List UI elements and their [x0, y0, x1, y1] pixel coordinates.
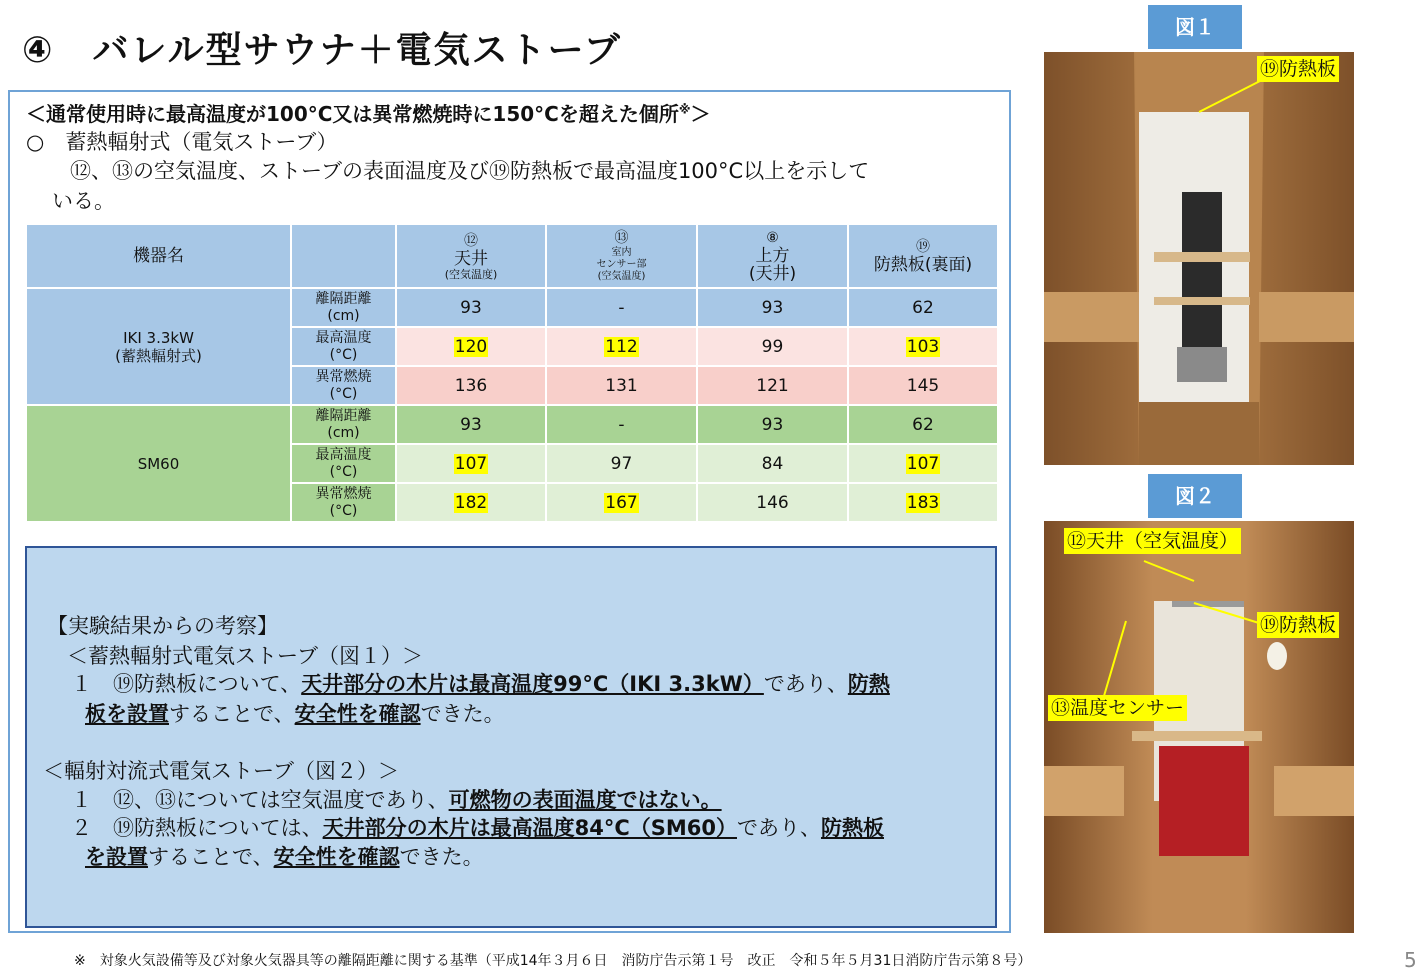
figure-2-label: 図２	[1148, 474, 1242, 518]
table-row	[26, 405, 998, 444]
table-cell: 93	[697, 288, 848, 327]
temperature-table	[25, 223, 999, 523]
row-label: 最高温度 (°C)	[291, 444, 396, 483]
figure-1-photo	[1044, 52, 1354, 465]
device-sm60: SM60	[26, 405, 291, 522]
table-cell: 131	[546, 366, 697, 405]
row-label: 異常燃焼 (°C)	[291, 366, 396, 405]
findings-section-2: ＜輻射対流式電気ストーブ（図２）＞	[43, 759, 399, 783]
callout-heat-shield: ⑲防熱板	[1257, 56, 1339, 82]
description	[52, 156, 992, 216]
header-col-heat-shield: ⑲ 防熱板(裏面)	[848, 224, 998, 288]
row-label: 離隔距離 (cm)	[291, 288, 396, 327]
table-cell: 121	[697, 366, 848, 405]
finding-3: ２ ⑲防熱板については、天井部分の木片は最高温度84°C（SM60）であり、防熱板	[71, 816, 884, 840]
table-cell: 183	[848, 483, 998, 522]
table-cell: 107	[396, 444, 546, 483]
table-cell: 112	[546, 327, 697, 366]
figure-1-label: 図１	[1148, 5, 1242, 49]
table-header-row	[26, 224, 998, 288]
callout-temp-sensor: ⑬温度センサー	[1048, 695, 1187, 721]
header-device: 機器名	[26, 224, 291, 288]
table-cell: -	[546, 288, 697, 327]
finding-2: １ ⑫、⑬については空気温度であり、可燃物の表面温度ではない。	[71, 788, 722, 812]
table-cell: 97	[546, 444, 697, 483]
table-cell: 136	[396, 366, 546, 405]
table-cell: 146	[697, 483, 848, 522]
callout-heat-shield-2: ⑲防熱板	[1257, 612, 1339, 638]
header-col-above: ⑧ 上方 (天井)	[697, 224, 848, 288]
header-blank	[291, 224, 396, 288]
table-cell: 145	[848, 366, 998, 405]
findings-title: 【実験結果からの考察】	[47, 614, 278, 638]
footnote: ※ 対象火気設備等及び対象火気器具等の離隔距離に関する基準（平成14年３月６日 消防庁告示第１号 改正 令和５年５月31日消防庁告示第８号）	[74, 953, 1032, 969]
row-label: 最高温度 (°C)	[291, 327, 396, 366]
description-line-1: ⑫、⑬の空気温度、ストーブの表面温度及び⑲防熱板で最高温度100°C以上を示して	[70, 159, 870, 183]
table-cell: 120	[396, 327, 546, 366]
table-row	[26, 288, 998, 327]
table-cell: 99	[697, 327, 848, 366]
table-cell: 167	[546, 483, 697, 522]
device-iki: IKI 3.3kW (蓄熱輻射式)	[26, 288, 291, 405]
figure-2-photo	[1044, 521, 1354, 933]
table-cell: 107	[848, 444, 998, 483]
table-cell: 103	[848, 327, 998, 366]
section-heading: ＜通常使用時に最高温度が100°C又は異常燃焼時に150°Cを超えた個所※＞	[26, 102, 711, 126]
finding-1-cont: 板を設置することで、安全性を確認できた。	[85, 702, 505, 726]
table-cell: 93	[396, 288, 546, 327]
row-label: 異常燃焼 (°C)	[291, 483, 396, 522]
table-cell: -	[546, 405, 697, 444]
table-cell: 182	[396, 483, 546, 522]
table-cell: 62	[848, 288, 998, 327]
table-cell: 62	[848, 405, 998, 444]
table-cell: 84	[697, 444, 848, 483]
header-col-sensor: ⑬ 室内 センサー部 (空気温度)	[546, 224, 697, 288]
finding-1: １ ⑲防熱板について、天井部分の木片は最高温度99°C（IKI 3.3kW）であり、防熱	[71, 672, 890, 696]
header-col-ceiling: ⑫ 天井 (空気温度)	[396, 224, 546, 288]
findings-box	[25, 546, 997, 928]
description-line-2: いる。	[52, 189, 115, 213]
table-cell: 93	[396, 405, 546, 444]
page-number: 5	[1404, 948, 1417, 972]
callout-ceiling: ⑫天井（空気温度）	[1064, 528, 1241, 554]
finding-3-cont: を設置することで、安全性を確認できた。	[85, 845, 484, 869]
row-label: 離隔距離 (cm)	[291, 405, 396, 444]
page-title: ④ バレル型サウナ＋電気ストーブ	[22, 30, 622, 71]
findings-section-1: ＜蓄熱輻射式電気ストーブ（図１）＞	[67, 644, 423, 668]
subheading: ○ 蓄熱輻射式（電気ストーブ）	[26, 130, 338, 154]
table-cell: 93	[697, 405, 848, 444]
